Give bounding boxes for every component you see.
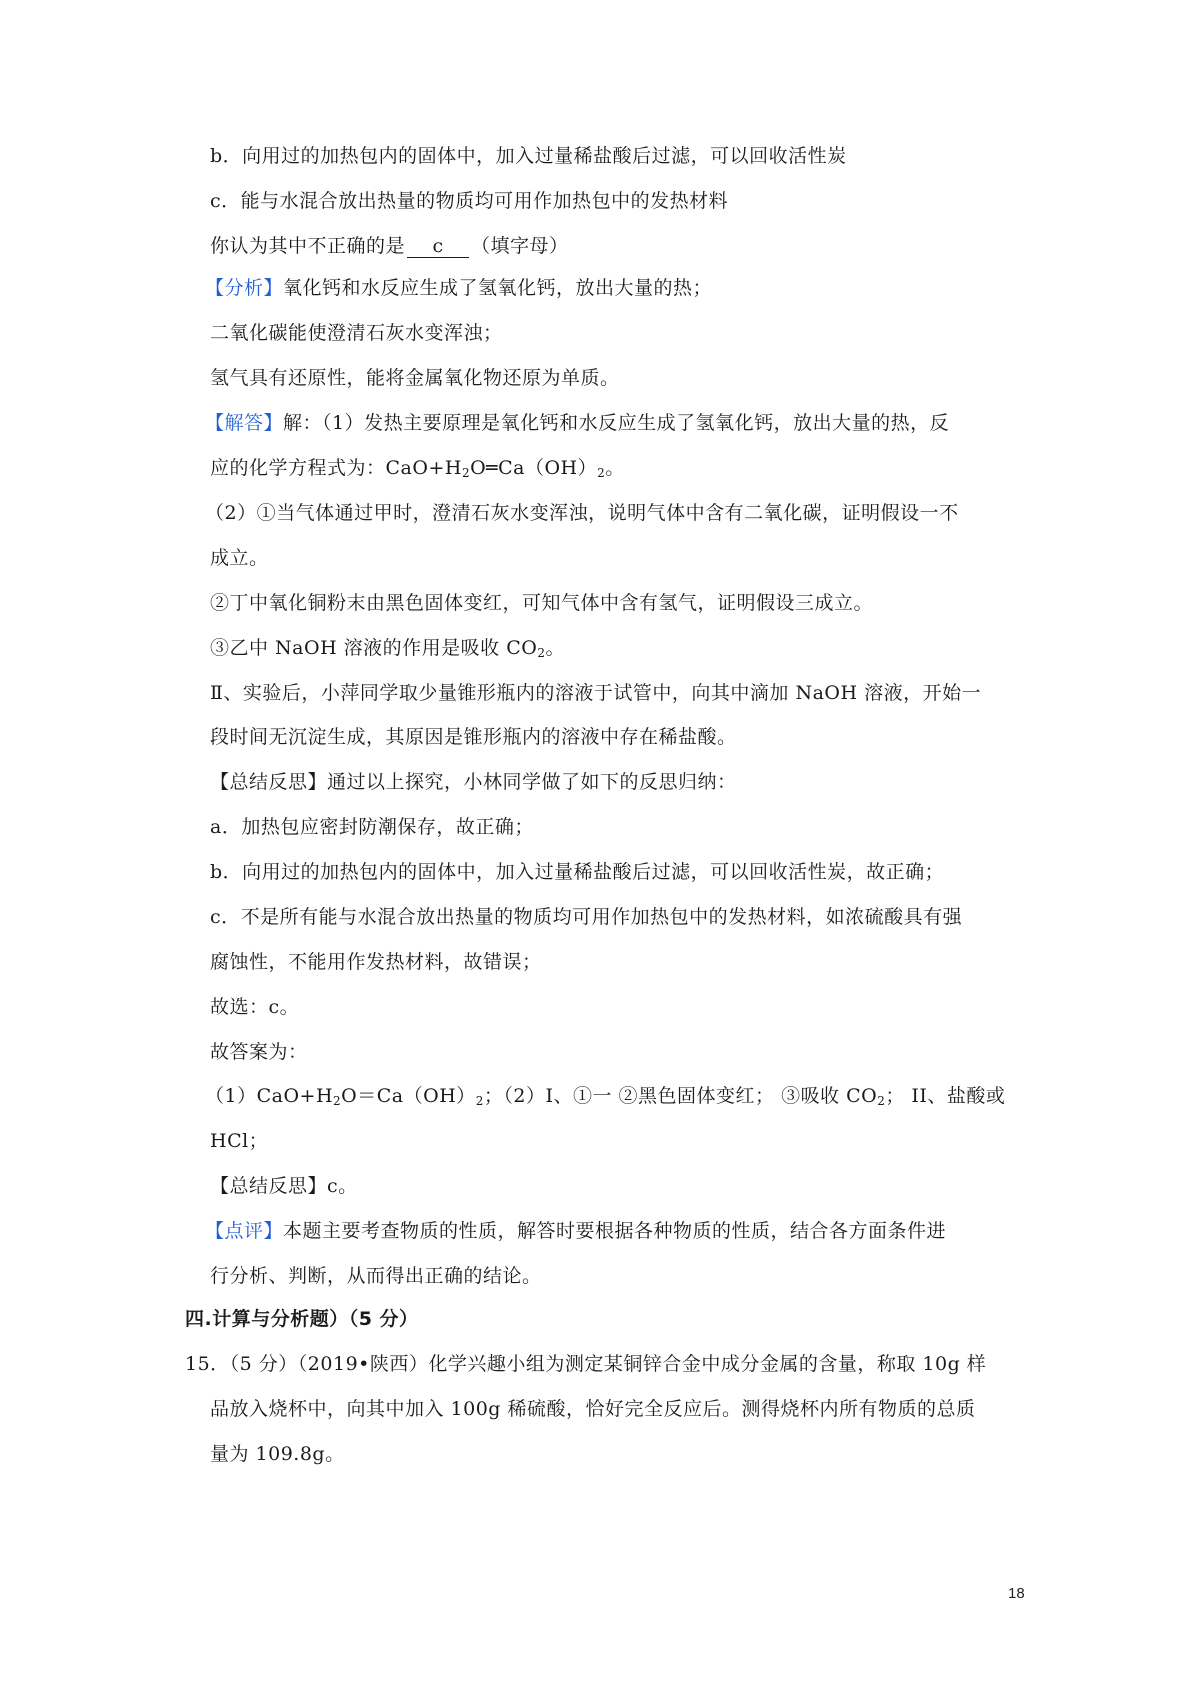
- text-line: 【总结反思】c。: [210, 1175, 358, 1197]
- text-line: HCl；: [210, 1130, 269, 1152]
- question-line: 品放入烧杯中，向其中加入 100g 稀硫酸，恰好完全反应后。测得烧杯内所有物质的总质: [210, 1398, 976, 1420]
- subscript: 2: [461, 466, 471, 480]
- analysis-line: [205, 275, 1025, 301]
- equation-part: O═Ca（OH）: [470, 457, 598, 479]
- equation-part: 应的化学方程式为：CaO+H: [210, 457, 462, 479]
- text-line: 段时间无沉淀生成，其原因是锥形瓶内的溶液中存在稀盐酸。: [210, 726, 737, 748]
- comment-line: [205, 1218, 1025, 1244]
- text-line: c．能与水混合放出热量的物质均可用作加热包中的发热材料: [210, 190, 729, 212]
- text-part: 。: [545, 637, 565, 659]
- text-part: O＝Ca（OH）: [341, 1085, 476, 1107]
- text-part: ； II、盐酸或: [885, 1085, 1006, 1107]
- text-line: 故选：c。: [210, 996, 300, 1018]
- solution-line: [205, 410, 1025, 436]
- analysis-tag: 【分析】: [205, 277, 284, 299]
- text-line: （2）①当气体通过甲时，澄清石灰水变浑浊，说明气体中含有二氧化碳，证明假设一不: [205, 502, 959, 524]
- question-text: 你认为其中不正确的是: [210, 235, 406, 257]
- text-line: [210, 233, 1030, 259]
- subscript: 2: [537, 646, 546, 660]
- comment-tag: 【点评】: [205, 1220, 284, 1242]
- solution-tag: 【解答】: [205, 412, 284, 434]
- summary-heading-line: 【总结反思】通过以上探究，小林同学做了如下的反思归纳：: [210, 771, 737, 793]
- text-line: 成立。: [210, 547, 269, 569]
- text-part: ；（2）I、①一 ②黑色固体变红； ③吸收 CO: [483, 1085, 878, 1107]
- text-part: （1）CaO+H: [205, 1085, 334, 1107]
- question-text: （填字母）: [471, 235, 569, 257]
- section-heading: 四.计算与分析题）（5 分）: [185, 1308, 419, 1330]
- subscript: 2: [877, 1094, 886, 1108]
- text-line: Ⅱ、实验后，小萍同学取少量锥形瓶内的溶液于试管中，向其中滴加 NaOH 溶液，开始一: [210, 682, 982, 704]
- answer-line: [205, 1083, 1025, 1109]
- text-part: ③乙中 NaOH 溶液的作用是吸收 CO: [210, 637, 538, 659]
- text-line: 故答案为：: [210, 1041, 308, 1063]
- equation-part: 。: [605, 457, 625, 479]
- subscript: 2: [597, 466, 606, 480]
- text-line: b．向用过的加热包内的固体中，加入过量稀盐酸后过滤，可以回收活性炭，故正确；: [210, 861, 945, 883]
- text-line: a．加热包应密封防潮保存，故正确；: [210, 816, 534, 838]
- text-line: c．不是所有能与水混合放出热量的物质均可用作加热包中的发热材料，如浓硫酸具有强: [210, 906, 963, 928]
- text-line: 氢气具有还原性，能将金属氧化物还原为单质。: [210, 367, 620, 389]
- answer-blank: c: [407, 235, 469, 258]
- equation-line: [210, 455, 1030, 481]
- text-line: [210, 635, 1030, 661]
- comment-text: 本题主要考查物质的性质，解答时要根据各种物质的性质，结合各方面条件进: [283, 1220, 947, 1242]
- text-line: ②丁中氧化铜粉末由黑色固体变红，可知气体中含有氢气，证明假设三成立。: [210, 592, 874, 614]
- solution-text: 解：（1）发热主要原理是氧化钙和水反应生成了氢氧化钙，放出大量的热，反: [283, 412, 950, 434]
- subscript: 2: [333, 1094, 342, 1108]
- page-number: 18: [1008, 1585, 1025, 1602]
- subscript: 2: [475, 1094, 484, 1108]
- analysis-text: 氧化钙和水反应生成了氢氧化钙，放出大量的热；: [283, 277, 713, 299]
- text-line: b．向用过的加热包内的固体中，加入过量稀盐酸后过滤，可以回收活性炭: [210, 145, 847, 167]
- question-line: 15．（5 分）（2019•陕西）化学兴趣小组为测定某铜锌合金中成分金属的含量，称取 10g 样: [185, 1353, 987, 1375]
- text-line: 腐蚀性，不能用作发热材料，故错误；: [210, 951, 542, 973]
- question-line: 量为 109.8g。: [210, 1443, 345, 1465]
- text-line: 二氧化碳能使澄清石灰水变浑浊；: [210, 322, 503, 344]
- text-line: 行分析、判断，从而得出正确的结论。: [210, 1265, 542, 1287]
